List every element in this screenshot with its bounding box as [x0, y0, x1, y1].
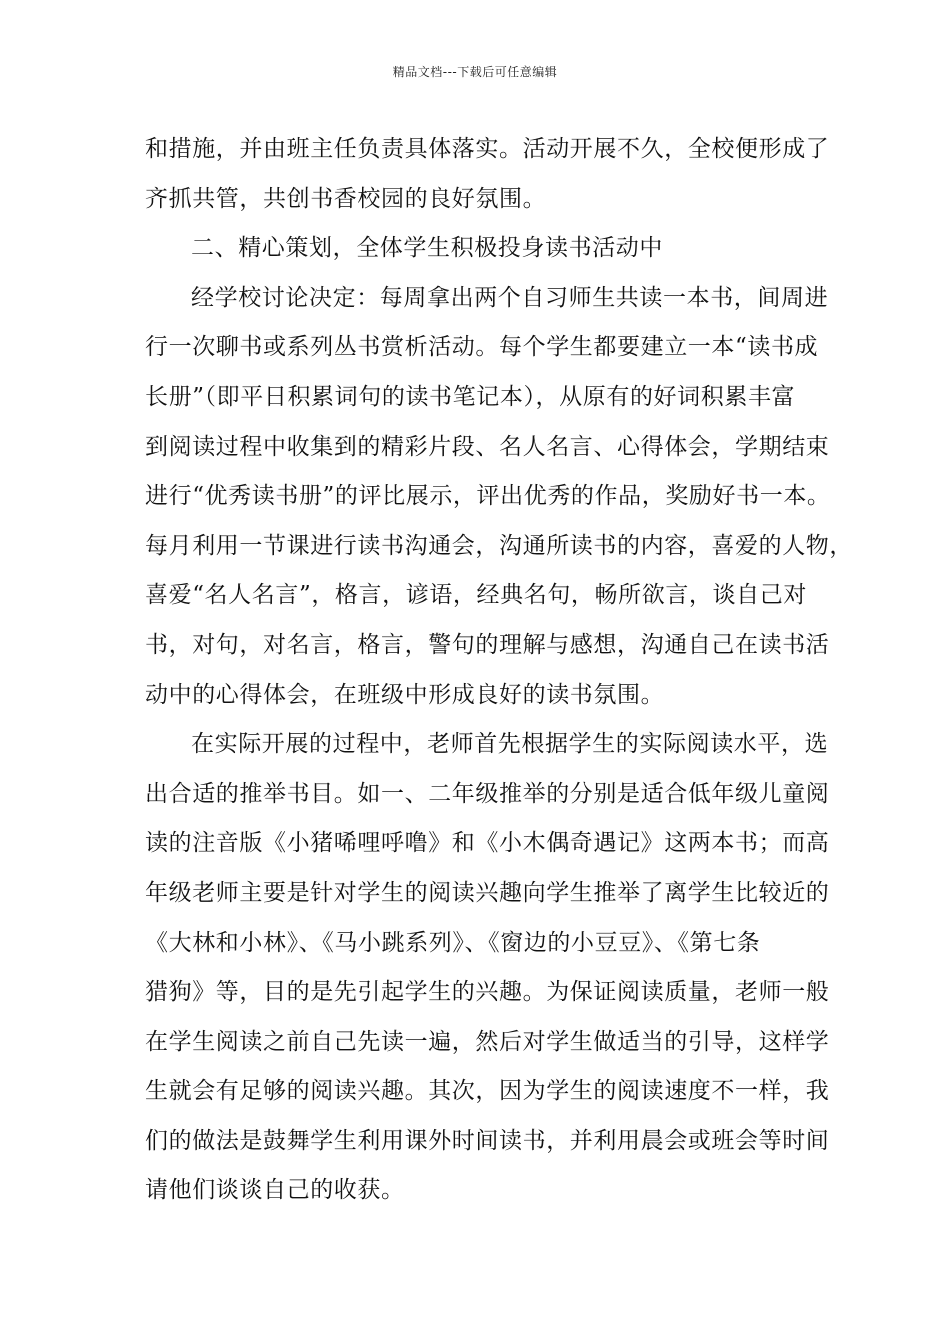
body-line: 动中的心得体会，在班级中形成良好的读书氛围。: [145, 681, 665, 708]
body-line: 们的做法是鼓舞学生利用课外时间读书，并利用晨会或班会等时间: [145, 1127, 830, 1154]
body-line: 喜爱“名人名言”，格言，谚语，经典名句，畅所欲言，谈自己对: [145, 582, 807, 609]
body-line: 进行“优秀读书册”的评比展示，评出优秀的作品，奖励好书一本。: [145, 483, 831, 510]
document-body: [145, 125, 853, 1216]
body-line: 在学生阅读之前自己先读一遍，然后对学生做适当的引导，这样学: [145, 1028, 830, 1055]
body-line: 猎狗》等，目的是先引起学生的兴趣。为保证阅读质量，老师一般: [145, 979, 830, 1006]
body-line: 齐抓共管，共创书香校园的良好氛围。: [145, 185, 547, 212]
body-line: 请他们谈谈自己的收获。: [145, 1177, 405, 1204]
section-heading: 二、精心策划，全体学生积极投身读书活动中: [191, 235, 663, 262]
body-line: 书，对句，对名言，格言，警句的理解与感想，沟通自己在读书活: [145, 631, 830, 658]
body-line: 长册”（即平日积累词句的读书笔记本），从原有的好词积累丰富: [145, 383, 796, 410]
body-line: 出合适的推举书目。如一、二年级推举的分别是适合低年级儿童阅: [145, 780, 830, 807]
body-line: 生就会有足够的阅读兴趣。其次，因为学生的阅读速度不一样，我: [145, 1078, 830, 1105]
body-line: 年级老师主要是针对学生的阅读兴趣向学生推举了离学生比较近的: [145, 879, 830, 906]
body-line: 和措施，并由班主任负责具体落实。活动开展不久，全校便形成了: [145, 136, 830, 162]
body-line: 每月利用一节课进行读书沟通会，沟通所读书的内容，喜爱的人物，: [145, 532, 853, 559]
page-header: 精品文档---下载后可任意编辑: [392, 65, 558, 79]
body-line: 读的注音版《小猪唏哩呼噜》和《小木偶奇遇记》这两本书；而高: [145, 830, 830, 857]
body-line: 到阅读过程中收集到的精彩片段、名人名言、心得体会，学期结束: [145, 433, 830, 460]
body-line: 《大林和小林》、《马小跳系列》、《窗边的小豆豆》、《第七条: [145, 929, 761, 956]
paragraph-start-line: 在实际开展的过程中，老师首先根据学生的实际阅读水平，选: [191, 731, 829, 758]
paragraph-start-line: 经学校讨论决定：每周拿出两个自习师生共读一本书，间周进: [191, 284, 829, 311]
body-line: 行一次聊书或系列丛书赏析活动。每个学生都要建立一本“读书成: [145, 334, 819, 361]
